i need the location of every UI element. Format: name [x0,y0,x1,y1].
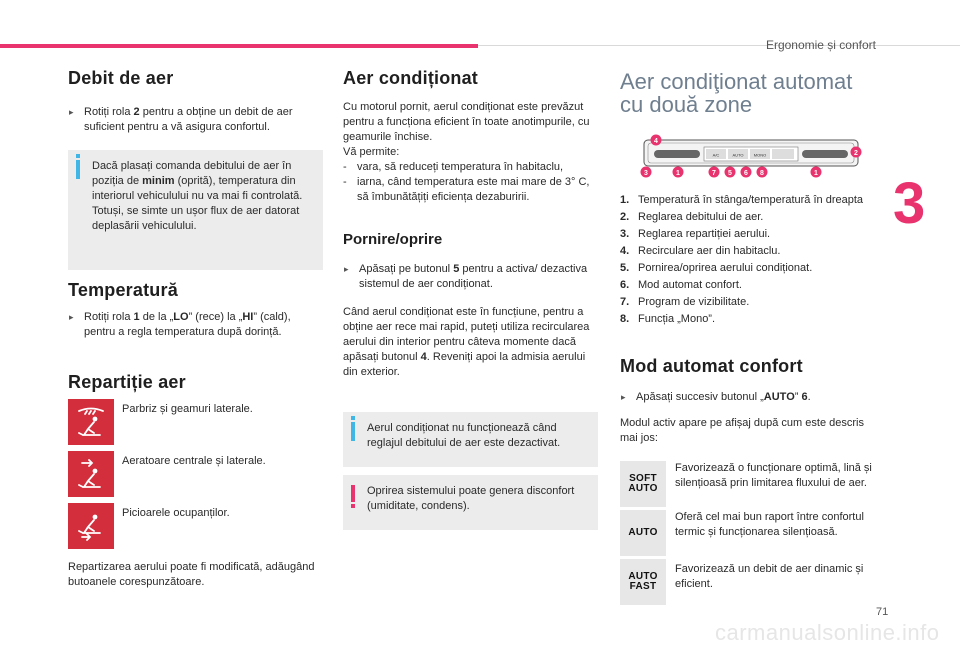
auto-badge: AUTO [620,510,666,556]
aer-list-item-2: - iarna, când temperatura este mai mare de 3° C, să îmbunătățiți eficiența dezaburirii. [343,176,590,203]
header-accent-bar [0,44,478,48]
callout-7-label: 7 [712,169,716,177]
temp-num: 1 [133,311,140,323]
auto-title-line-1: Aer condiţionat automat [620,69,853,94]
mod-title: Mod automat confort [620,356,803,376]
auto-title-line-2: cu două zone [620,92,753,117]
pornire-instruction [343,262,593,292]
mod-auto-bold: AUTO [763,391,795,403]
header-rule [478,45,960,46]
foot-vent-icon [68,503,114,549]
debit-instruction [68,105,323,135]
callout-8-label: 8 [760,169,764,177]
left-temp-wheel [654,150,700,158]
right-temp-wheel [802,150,848,158]
panel-label-ac: A/C [712,152,720,158]
pornire-text-2: pentru a activa/ dezactiva sistemul de aer condiționat. [359,263,588,290]
info-icon [76,160,80,179]
aer-list-text-1: vara, să reduceți temperatura în habitaclu, [357,161,564,173]
temp-text-4: ” (cald), pentru a regla temperatura după dorință. [84,311,291,338]
aer-note-info-text: Aerul condiționat nu funcționează când reglajul debitului de aer este dezactivat. [367,422,561,449]
chapter-number: 3 [893,171,926,236]
debit-note-2: (oprită), temperatura din interiorul vehiculului nu va mai fi controlată. Totuși, se simte un ușor flux de aer datorat deplasării vehiculului. [92,175,303,232]
temp-hi: HI [242,311,254,323]
callout-3-label: 3 [644,169,648,177]
list-item: 1. Temperatură în stânga/temperatură în dreapta [620,194,864,206]
list-item: 8. Funcția „Mono”. [620,313,716,325]
para-num: 4 [420,351,427,363]
auto-description: Oferă cel mai bun raport între confortul termic și funcționarea silențioasă. [675,511,864,538]
windshield-defrost-icon [68,399,114,445]
panel-label-auto: AUTO [732,152,744,158]
debit-text-2: pentru a obține un debit de aer suficient pentru a vă asigura confortul. [84,106,293,133]
callout-2-label: 2 [854,149,858,157]
aer-list-text-2: iarna, când temperatura este mai mare de 3° C, să îmbunătățiți eficiența dezaburirii. [357,176,590,203]
mod-intro: Modul activ apare pe afișaj după cum este descris mai jos: [620,417,864,444]
auto-fast-description: Favorizează un debit de aer dinamic și eficient. [675,563,864,590]
temp-lo: LO [173,311,189,323]
para-text-2: . Reveniți apoi la admisia aerului din exterior. [343,351,586,378]
debit-title: Debit de aer [68,68,174,88]
list-item: 6. Mod automat confort. [620,279,742,291]
callout-5-label: 5 [728,169,732,177]
callout-1-right-label: 1 [814,169,818,177]
callout-6-label: 6 [744,169,748,177]
debit-text-1: Rotiți rola [84,106,134,118]
para-text-1: Când aerul condiționat este în funcțiune, pentru a obține aer rece mai rapid, puteți utiliza recircularea aerului din interior pentru câteva momente dacă apăsați butonul [343,306,590,363]
list-item: 3. Reglarea repartiției aerului. [620,228,771,240]
list-item: 5. Pornirea/oprirea aerului condiționat. [620,262,813,274]
auto-title [620,70,880,116]
temp-text-2: de la „ [139,311,174,323]
mod-text-2: ” [794,391,802,403]
list-item: 4. Recirculare aer din habitaclu. [620,245,781,257]
panel-label-mono: MONO [753,152,767,158]
temperatura-title: Temperatură [68,280,178,300]
soft-auto-description: Favorizează o funcționare optimă, lină și silențioasă prin limitarea fluxului de aer. [675,462,872,489]
panel-button-visibility [772,149,794,159]
callout-4-label: 4 [654,137,658,145]
aer-info-note [343,412,598,467]
debit-note-bold: minim [142,175,175,187]
face-vent-icon [68,451,114,497]
debit-num: 2 [133,106,140,118]
mod-instruction [620,390,870,405]
repartitie-label-2: Aeratoare centrale și laterale. [122,455,266,467]
repartitie-footer: Repartizarea aerului poate fi modificată, adăugând butoanele corespunzătoare. [68,561,315,588]
aer-recirculare-para [343,305,598,380]
mod-text-3: . [807,391,811,403]
aer-intro: Cu motorul pornit, aerul condiționat este prevăzut pentru a funcționa eficient în toate anotimpurile, cu geamurile închise. [343,101,590,143]
section-header-title: Ergonomie și confort [765,38,876,52]
repartitie-label-1: Parbriz și geamuri laterale. [122,403,253,415]
aer-title: Aer condiționat [343,68,479,88]
climate-control-panel-illustration [640,128,862,180]
temp-text-3: ” (rece) la „ [188,311,243,323]
debit-info-note [68,150,323,270]
temp-text-1: Rotiți rola [84,311,134,323]
watermark: carmanualsonline.info [715,620,940,645]
mod-num: 6 [801,391,808,403]
soft-auto-badge: SOFT AUTO [620,461,666,507]
pornire-text-1: Apăsați pe butonul [359,263,454,275]
debit-note-1: Dacă plasați comanda debitului de aer în poziția de [92,160,292,187]
callout-1-left-label: 1 [676,169,680,177]
aer-warning-note [343,475,598,530]
repartitie-title: Repartiție aer [68,372,186,392]
page-number: 71 [876,606,889,618]
list-item: 7. Program de vizibilitate. [620,296,750,308]
warning-icon [351,485,355,502]
temperatura-instruction [68,310,323,340]
mod-text-1: Apăsați succesiv butonul „ [636,391,764,403]
aer-list-item-1: - vara, să reduceți temperatura în habitaclu, [343,161,564,173]
auto-fast-badge: AUTO FAST [620,559,666,605]
aer-permite: Vă permite: [343,146,400,158]
list-item: 2. Reglarea debitului de aer. [620,211,764,223]
info-icon [351,422,355,441]
repartitie-label-3: Picioarele ocupanților. [122,507,230,519]
pornire-title: Pornire/oprire [343,231,443,248]
auto-controls-list [620,193,868,329]
aer-note-warn-text: Oprirea sistemului poate genera disconfort (umiditate, condens). [367,485,575,512]
pornire-num: 5 [453,263,460,275]
